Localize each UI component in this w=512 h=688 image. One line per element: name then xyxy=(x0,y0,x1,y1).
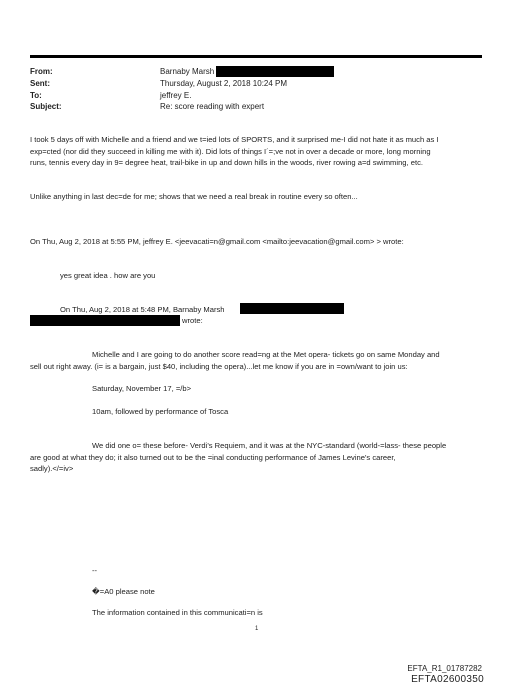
redaction-box xyxy=(240,303,344,314)
reply-text: yes great idea . how are you xyxy=(60,271,156,280)
text-line: runs, tennis every day in 9= degree heat, trail-bike in up and down hills in the woods, river rowing a=d swimming, etc. xyxy=(30,158,423,167)
from-label: From: xyxy=(30,67,53,76)
to-label: To: xyxy=(30,91,42,100)
header-rule xyxy=(30,55,482,58)
body-paragraph-2: Unlike anything in last dec=de for me; shows that we need a real break in routine every so often... xyxy=(30,192,358,201)
from-value: Barnaby Marsh xyxy=(160,67,215,76)
sent-label: Sent: xyxy=(30,79,50,88)
text-line: We did one o= these before- Verdi's Requiem, and it was at the NYC-standard (world-=lass- these people xyxy=(92,441,447,450)
quoted-header-1: On Thu, Aug 2, 2018 at 5:55 PM, jeffrey E. <jeevacati=n@gmail.com <mailto:jeevacation@gmail.com> > wrote: xyxy=(30,237,404,246)
text-line: I took 5 days off with Michelle and a friend and we t=ied lots of SPORTS, and it surprised me-I did not hate it as much as I xyxy=(30,135,439,144)
sent-value: Thursday, August 2, 2018 10:24 PM xyxy=(160,79,288,88)
text-line: sell out right away. (i= is a bargain, just $40, including the opera)...let me know if you are in =own/want to join us: xyxy=(30,361,408,371)
text-line: sadly).</=iv> xyxy=(30,464,74,473)
note-line: �=A0 please note xyxy=(92,587,155,596)
disclaimer-line: The information contained in this communicati=n is xyxy=(92,608,263,617)
redaction-box xyxy=(30,315,180,326)
page-number: 1 xyxy=(255,626,259,632)
text-line: are good at what they do; it also turned out to be the =inal conducting performance of James Levine's career, xyxy=(30,452,396,462)
quoted-header-2: On Thu, Aug 2, 2018 at 5:48 PM, Barnaby Marsh xyxy=(60,305,225,314)
signature-dashes: -- xyxy=(92,566,98,575)
event-date: Saturday, November 17, =/b> xyxy=(92,384,192,393)
body-paragraph-3 xyxy=(30,349,490,372)
text-line: exp=cted (nor did they succeed in killing me with it). Did lots of things I´=;ve not in over a decade or more, long morning xyxy=(30,146,431,156)
bates-reference-1: EFTA_R1_01787282 xyxy=(407,664,482,673)
text-line: Michelle and I are going to do another score read=ng at the Met opera- tickets go on same Monday and xyxy=(92,350,440,359)
to-value: jeffrey E. xyxy=(160,91,192,100)
body-paragraph-4 xyxy=(30,440,490,475)
bates-reference-2: EFTA02600350 xyxy=(411,674,484,685)
quoted-header-2-wrote: wrote: xyxy=(182,316,203,325)
subject-label: Subject: xyxy=(30,102,62,111)
redaction-box xyxy=(216,66,334,77)
event-time: 10am, followed by performance of Tosca xyxy=(92,407,229,416)
body-paragraph-1 xyxy=(30,134,490,169)
subject-value: Re: score reading with expert xyxy=(160,102,265,111)
